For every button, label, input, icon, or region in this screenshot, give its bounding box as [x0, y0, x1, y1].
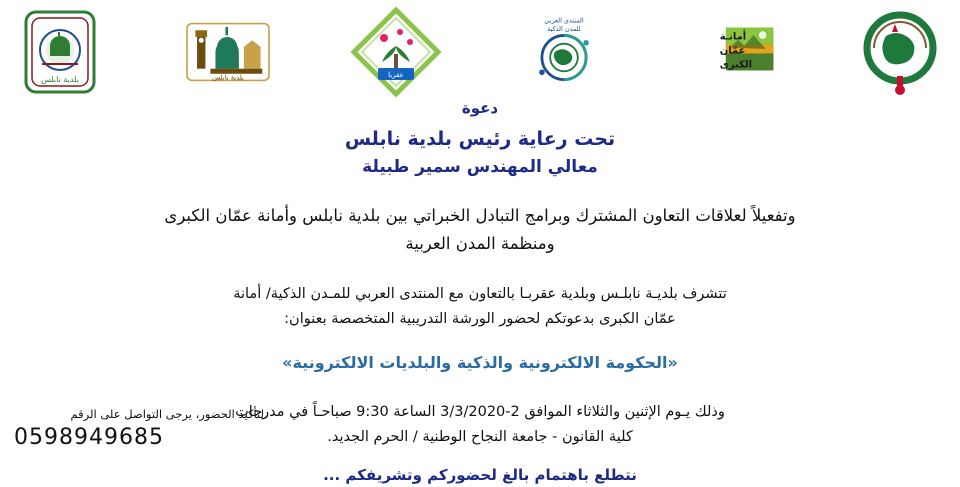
- svg-text:الكبرى: الكبرى: [719, 59, 753, 71]
- logo-strip: [0, 6, 960, 102]
- svg-text:بلدية نابلس: بلدية نابلس: [212, 73, 244, 82]
- paragraph-invitation: تتشرف بلديـة نابلـس وبلدية عقربـا بالتعاون مع المنتدى العربي للمـدن الذكية/ أمانة عمّان الكبرى بدعوتكم لحضور الورشة التدريبية المتخصصة بعنوان:: [233, 286, 727, 328]
- patron-line-2: معالي المهندس سمير طبيلة: [362, 157, 598, 178]
- invite-word: دعوة: [461, 99, 499, 117]
- workshop-title: «الحكومة الالكترونية والذكية والبلديات الالكترونية»: [282, 352, 678, 372]
- svg-text:عمّان: عمّان: [719, 45, 746, 57]
- paragraph-datetime-venue: وذلك يـوم الإثنين والثلاثاء الموافق 2-3/3/2020 الساعة 9:30 صباحـاً في مدرجات كلية القانون - جامعة النجاح الوطنية / الحرم الجديد.: [235, 403, 725, 445]
- svg-text:للمدن الذكية: للمدن الذكية: [547, 24, 581, 33]
- closing-line: نتطلع باهتمام بالغ لحضوركم وتشريفكم ...: [323, 466, 637, 485]
- svg-text:بلدية نابلس: بلدية نابلس: [41, 75, 79, 84]
- patron-line-1: تحت رعاية رئيس بلدية نابلس: [344, 127, 616, 150]
- contact-phone-number: 0598949685: [14, 425, 164, 450]
- logo-aqraba-municipality: [350, 6, 442, 98]
- paragraph-cooperation: وتفعيلاً لعلاقات التعاون المشترك وبرامج التبادل الخبراتي بين بلدية نابلس وأمانة عمّان الكبرى ومنظمة المدن العربية: [164, 205, 796, 253]
- logo-nablus-municipality: [182, 6, 274, 98]
- logo-nablus-municipality-seal: [14, 6, 106, 98]
- svg-text:عقربا: عقربا: [388, 71, 404, 79]
- logo-arab-smart-cities-forum: [518, 6, 610, 98]
- svg-text:أمانـة: أمانـة: [719, 31, 747, 43]
- contact-note: [14, 407, 264, 450]
- logo-arab-towns-organization: [854, 6, 946, 98]
- confirmation-note: لتأكيد الحضور، يرجى التواصل على الرقم: [70, 407, 264, 421]
- logo-greater-amman-municipality: [686, 6, 778, 98]
- svg-text:المنتدى العربي: المنتدى العربي: [544, 16, 584, 25]
